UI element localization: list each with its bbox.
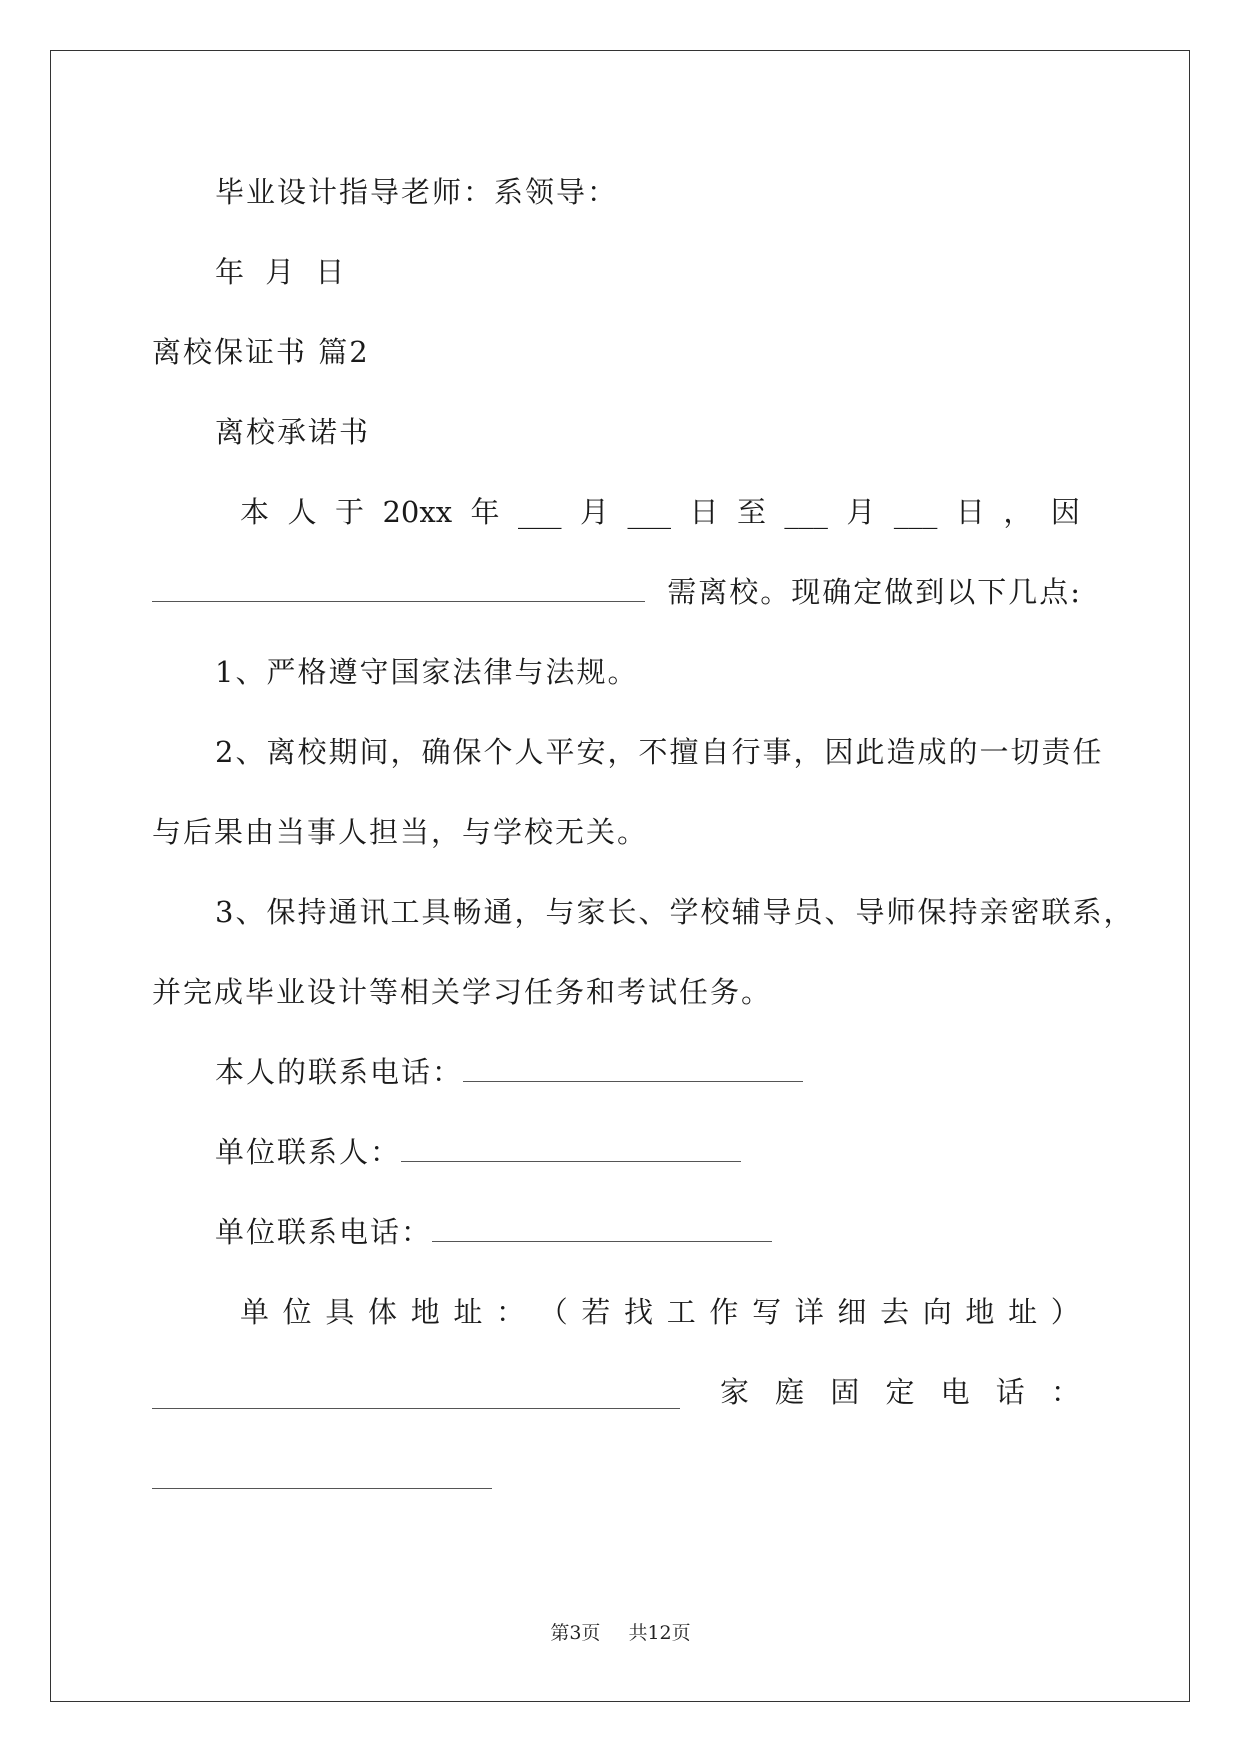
statement-line-1-token: 年 [470, 495, 500, 529]
home-phone-char: 家 [720, 1375, 750, 1409]
unit-phone-line [215, 1212, 772, 1252]
statement-line-1-token: 月 [580, 495, 610, 529]
unit-address-char: 位 [282, 1295, 312, 1329]
unit-phone-blank [432, 1215, 772, 1242]
page-footer [0, 1618, 1241, 1645]
page-number: 第3页 [550, 1622, 601, 1644]
document-title: 离校承诺书 [215, 415, 371, 449]
item-3-line-2: 并完成毕业设计等相关学习任务和考试任务。 [152, 975, 773, 1009]
home-phone-char: 固 [830, 1375, 860, 1409]
unit-address-char: 体 [368, 1295, 398, 1329]
home-phone-char: 庭 [775, 1375, 805, 1409]
statement-line-1-token: 月 [846, 495, 876, 529]
unit-address-char: 写 [752, 1295, 782, 1329]
page-total: 共12页 [628, 1622, 691, 1644]
statement-line-1-token: ， [1003, 495, 1033, 529]
unit-address-char: 找 [624, 1295, 654, 1329]
statement-line-1-token: ___ [893, 495, 938, 529]
unit-address-char: （ [538, 1295, 568, 1329]
unit-address-line [240, 1292, 1080, 1332]
phone-blank [463, 1055, 803, 1082]
unit-address-char: 作 [709, 1295, 739, 1329]
reason-blank [152, 575, 645, 602]
statement-line-1-token: 人 [287, 495, 317, 529]
home-phone-line [720, 1372, 1080, 1412]
advisor-line: 毕业设计指导老师：系领导： [215, 175, 619, 209]
phone-line [215, 1052, 803, 1092]
unit-phone-label: 单位联系电话： [215, 1215, 433, 1249]
statement-line-1-token: 20xx [382, 495, 453, 529]
statement-line-2-text: 需离校。现确定做到以下几点: [667, 575, 1082, 609]
unit-address-char: 地 [410, 1295, 440, 1329]
home-phone-blank [152, 1462, 492, 1489]
unit-address-char: 单 [240, 1295, 270, 1329]
unit-address-char: 址 [453, 1295, 483, 1329]
unit-contact-label: 单位联系人： [215, 1135, 402, 1169]
statement-line-1-token: ___ [627, 495, 671, 529]
statement-line-1-token: ___ [518, 495, 562, 529]
statement-line-1-token: 日 [689, 495, 719, 529]
home-phone-char: 电 [940, 1375, 970, 1409]
home-phone-char: 话 [995, 1375, 1025, 1409]
unit-address-char: 具 [325, 1295, 355, 1329]
unit-address-char: 若 [581, 1295, 611, 1329]
page-frame [50, 50, 1190, 1702]
home-phone-char: 定 [885, 1375, 915, 1409]
statement-line-1 [240, 492, 1080, 532]
unit-address-char: 址 [1008, 1295, 1038, 1329]
statement-line-1-token: 因 [1050, 495, 1080, 529]
unit-address-char: 细 [837, 1295, 867, 1329]
statement-line-1-token: 本 [240, 495, 270, 529]
date-line: 年 月 日 [215, 255, 351, 289]
unit-address-char: 工 [666, 1295, 696, 1329]
item-1: 1、严格遵守国家法律与法规。 [215, 655, 639, 689]
unit-address-char: ） [1050, 1295, 1080, 1329]
unit-address-char: 去 [880, 1295, 910, 1329]
address-blank [152, 1382, 680, 1409]
unit-address-char: 向 [922, 1295, 952, 1329]
unit-contact-line [215, 1132, 741, 1172]
statement-line-1-token: 至 [736, 495, 766, 529]
unit-address-char: 详 [794, 1295, 824, 1329]
home-phone-char: ： [1050, 1375, 1080, 1409]
unit-address-char: 地 [965, 1295, 995, 1329]
phone-label: 本人的联系电话： [215, 1055, 464, 1089]
statement-line-1-token: 于 [334, 495, 364, 529]
item-2-line-2: 与后果由当事人担当，与学校无关。 [152, 815, 649, 849]
item-2-line-1: 2、离校期间，确保个人平安，不擅自行事，因此造成的一切责任 [215, 735, 1104, 769]
section-title: 离校保证书 篇2 [152, 335, 370, 369]
item-3-line-1: 3、保持通讯工具畅通，与家长、学校辅导员、导师保持亲密联系， [215, 895, 1135, 929]
unit-address-char: ： [496, 1295, 526, 1329]
statement-line-1-token: 日 [955, 495, 985, 529]
unit-contact-blank [401, 1135, 741, 1162]
statement-line-2 [152, 572, 1082, 612]
statement-line-1-token: ___ [784, 495, 828, 529]
